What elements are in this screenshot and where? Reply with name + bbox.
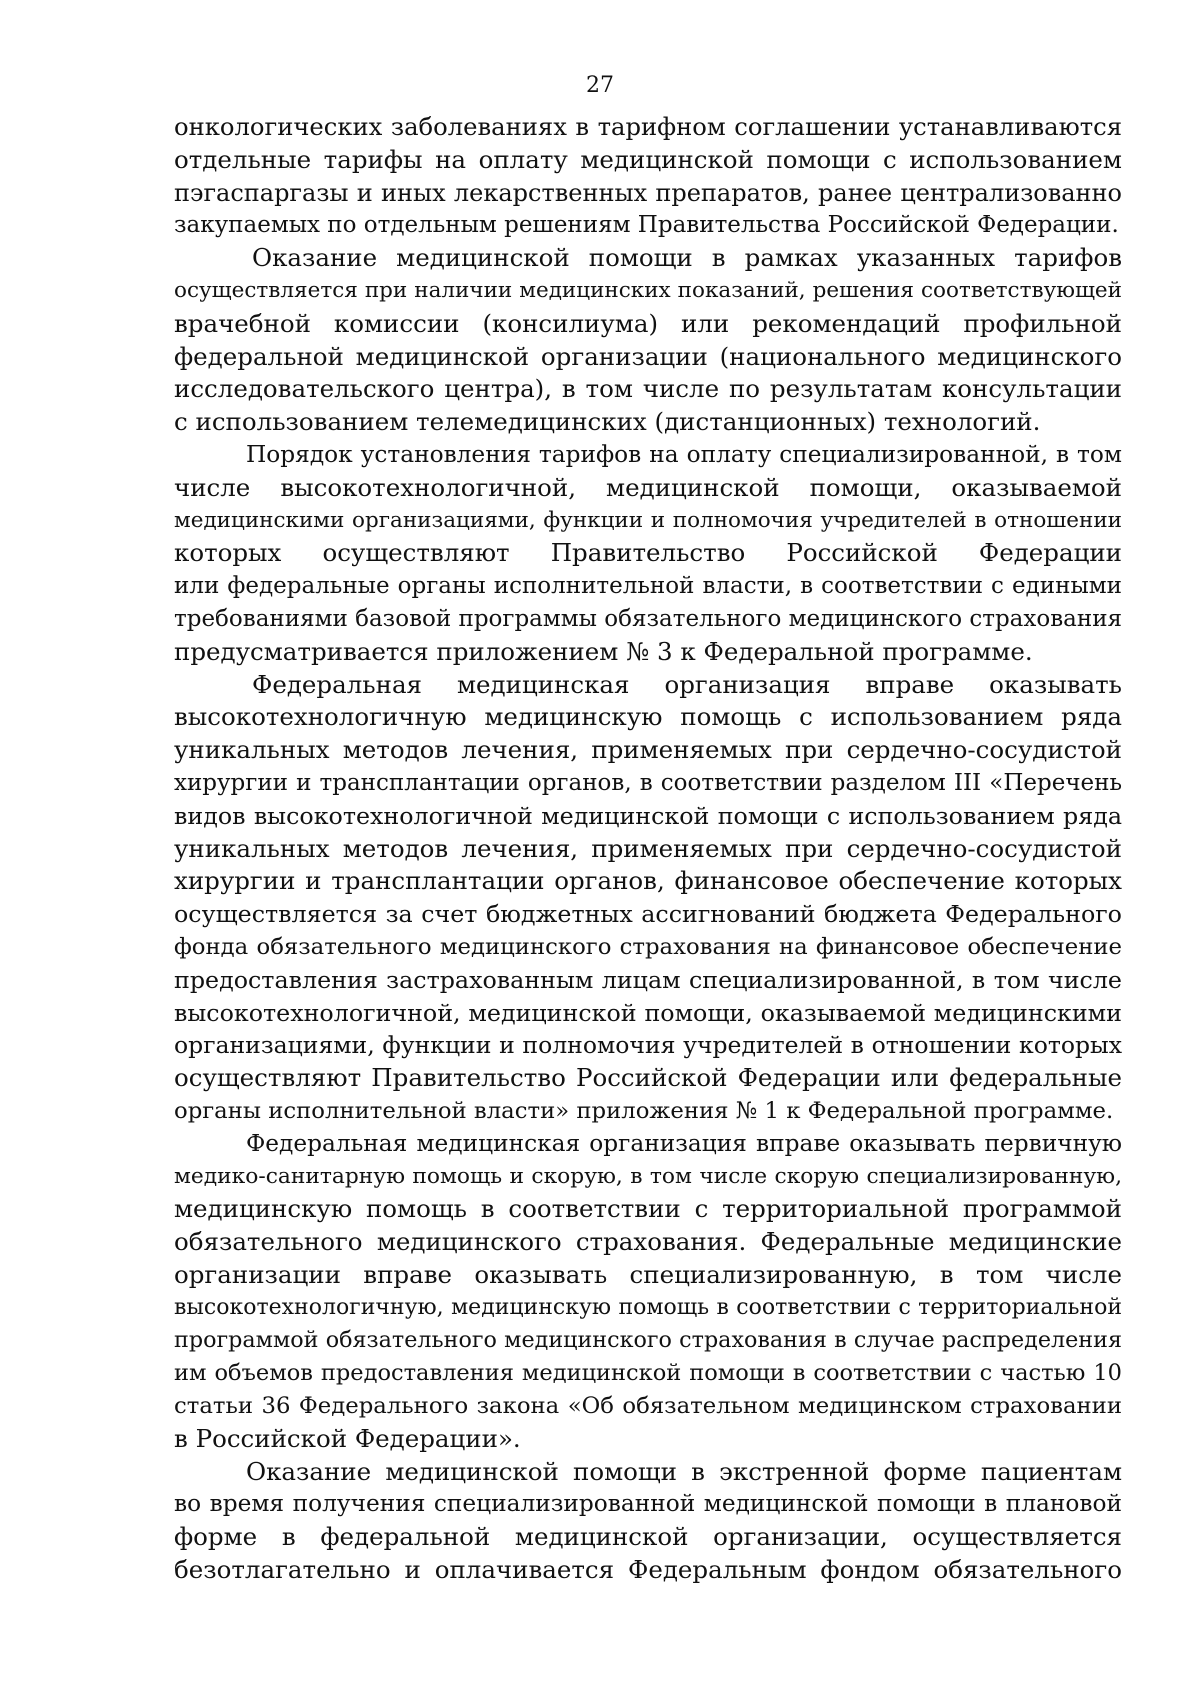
text-line: отдельные тарифы на оплату медицинской помощи с использованием xyxy=(174,144,1122,174)
text-line: врачебной комиссии (консилиума) или рекомендаций профильной xyxy=(174,308,1122,338)
text-line: которых осуществляют Правительство Российской Федерации xyxy=(174,538,1122,568)
text-line: высокотехнологичную, медицинскую помощь в соответствии с территориальной xyxy=(174,1294,1122,1320)
paragraph xyxy=(174,1128,1122,1456)
text-line: форме в федеральной медицинской организации, осуществляется xyxy=(174,1522,1122,1552)
text-line: пэгаспаргазы и иных лекарственных препаратов, ранее централизованно xyxy=(174,178,1122,207)
text-line: осуществляется при наличии медицинских показаний, решения соответствующей xyxy=(174,277,1122,303)
text-line: уникальных методов лечения, применяемых при сердечно-сосудистой xyxy=(174,735,1122,765)
text-line: уникальных методов лечения, применяемых при сердечно-сосудистой xyxy=(174,833,1122,863)
paragraph xyxy=(174,1456,1122,1587)
text-line: программой обязательного медицинского страхования в случае распределения xyxy=(174,1327,1122,1354)
text-line: онкологических заболеваниях в тарифном соглашении устанавливаются xyxy=(174,112,1122,141)
text-line: закупаемых по отдельным решениям Правительства Российской Федерации. xyxy=(174,212,1119,239)
text-line: исследовательского центра), в том числе по результатам консультации xyxy=(174,374,1122,404)
text-line: предоставления застрахованным лицам специализированной, в том числе xyxy=(174,965,1122,994)
text-line: безотлагательно и оплачивается Федеральным фондом обязательного xyxy=(174,1555,1122,1585)
text-line: Порядок установления тарифов на оплату специализированной, в том xyxy=(246,440,1122,468)
text-line: видов высокотехнологичной медицинской помощи с использованием ряда xyxy=(174,801,1122,830)
text-line: обязательного медицинского страхования. Федеральные медицинские xyxy=(174,1227,1122,1257)
text-line: хирургии и трансплантации органов, в соответствии разделом III «Перечень xyxy=(174,769,1122,796)
text-line: во время получения специализированной медицинской помощи в плановой xyxy=(174,1490,1122,1518)
document-body xyxy=(174,111,1122,1587)
text-line: высокотехнологичную медицинскую помощь с использованием ряда xyxy=(174,702,1122,732)
text-line: фонда обязательного медицинского страхования на финансовое обеспечение xyxy=(174,933,1122,960)
paragraph xyxy=(174,111,1122,242)
text-line: или федеральные органы исполнительной власти, в соответствии с едиными xyxy=(174,573,1122,600)
text-line: Федеральная медицинская организация вправе оказывать xyxy=(252,669,1122,699)
text-line: Федеральная медицинская организация вправе оказывать первичную xyxy=(246,1129,1122,1157)
page-number: 27 xyxy=(586,73,614,98)
paragraph xyxy=(174,669,1122,1128)
text-line: медицинскими организациями, функции и полномочия учредителей в отношении xyxy=(174,507,1122,533)
text-line: Оказание медицинской помощи в экстренной форме пациентам xyxy=(246,1456,1122,1486)
text-line: Оказание медицинской помощи в рамках указанных тарифов xyxy=(252,243,1122,273)
paragraph xyxy=(174,242,1122,439)
text-line: медико-санитарную помощь и скорую, в том числе скорую специализированную, xyxy=(174,1163,1122,1189)
paragraph xyxy=(174,439,1122,669)
text-line: федеральной медицинской организации (национального медицинского xyxy=(174,341,1122,371)
text-line: требованиями базовой программы обязательного медицинского страхования xyxy=(174,605,1123,632)
text-line: организации вправе оказывать специализированную, в том числе xyxy=(174,1259,1122,1289)
text-line: в Российской Федерации». xyxy=(174,1423,521,1453)
text-line: органы исполнительной власти» приложения № 1 к Федеральной программе. xyxy=(174,1097,1114,1124)
text-line: статьи 36 Федерального закона «Об обязательном медицинском страховании xyxy=(174,1393,1122,1420)
text-line: организациями, функции и полномочия учредителей в отношении которых xyxy=(174,1031,1122,1060)
text-line: им объемов предоставления медицинской помощи в соответствии с частью 10 xyxy=(174,1360,1122,1387)
text-line: осуществляется за счет бюджетных ассигнований бюджета Федерального xyxy=(174,900,1122,929)
text-line: предусматривается приложением № 3 к Федеральной программе. xyxy=(174,636,1033,666)
text-line: высокотехнологичной, медицинской помощи, оказываемой медицинскими xyxy=(174,998,1122,1027)
text-line: с использованием телемедицинских (дистанционных) технологий. xyxy=(174,407,1041,437)
text-line: медицинскую помощь в соответствии с территориальной программой xyxy=(174,1194,1122,1224)
text-line: хирургии и трансплантации органов, финансовое обеспечение которых xyxy=(174,866,1122,896)
text-line: числе высокотехнологичной, медицинской помощи, оказываемой xyxy=(174,472,1122,502)
text-line: осуществляют Правительство Российской Федерации или федеральные xyxy=(174,1063,1122,1093)
